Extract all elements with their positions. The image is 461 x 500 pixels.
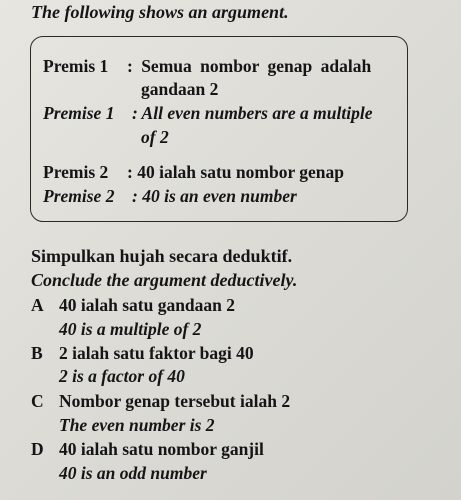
option-c-text-en: The even number is 2	[59, 415, 215, 435]
premise-2-label-en: Premise 2	[43, 186, 115, 206]
option-a-text-en: 40 is a multiple of 2	[59, 319, 202, 339]
option-a-letter: A	[31, 295, 44, 315]
question-ms: Simpulkan hujah secara deduktif.	[31, 246, 293, 266]
option-c-letter: C	[31, 391, 44, 411]
premise-2-text-ms: : 40 ialah satu nombor genap	[127, 162, 345, 182]
option-b-text-en: 2 is a factor of 40	[59, 366, 185, 386]
premise-1-text-en-line1: : All even numbers are a multiple	[132, 103, 373, 123]
premise-1-text-ms-line1: : Semua nombor genap adalah	[127, 56, 372, 76]
intro-text: The following shows an argument.	[31, 2, 289, 22]
option-b-letter: B	[31, 343, 43, 363]
premise-1-label-en: Premise 1	[43, 103, 115, 123]
option-b-text-ms: 2 ialah satu faktor bagi 40	[59, 343, 254, 363]
premise-1-label-ms: Premis 1	[43, 56, 109, 76]
option-d-letter: D	[31, 439, 44, 459]
premise-2-label-ms: Premis 2	[43, 162, 109, 182]
option-d-text-ms: 40 ialah satu nombor ganjil	[59, 439, 264, 459]
premise-2-text-en: : 40 is an even number	[132, 186, 297, 206]
premise-1-text-en-line2: of 2	[141, 127, 169, 147]
option-a-text-ms: 40 ialah satu gandaan 2	[59, 295, 236, 315]
premise-1-text-ms-line2: gandaan 2	[141, 79, 219, 99]
option-c-text-ms: Nombor genap tersebut ialah 2	[59, 391, 291, 411]
option-d-text-en: 40 is an odd number	[59, 463, 207, 483]
question-en: Conclude the argument deductively.	[31, 270, 298, 290]
